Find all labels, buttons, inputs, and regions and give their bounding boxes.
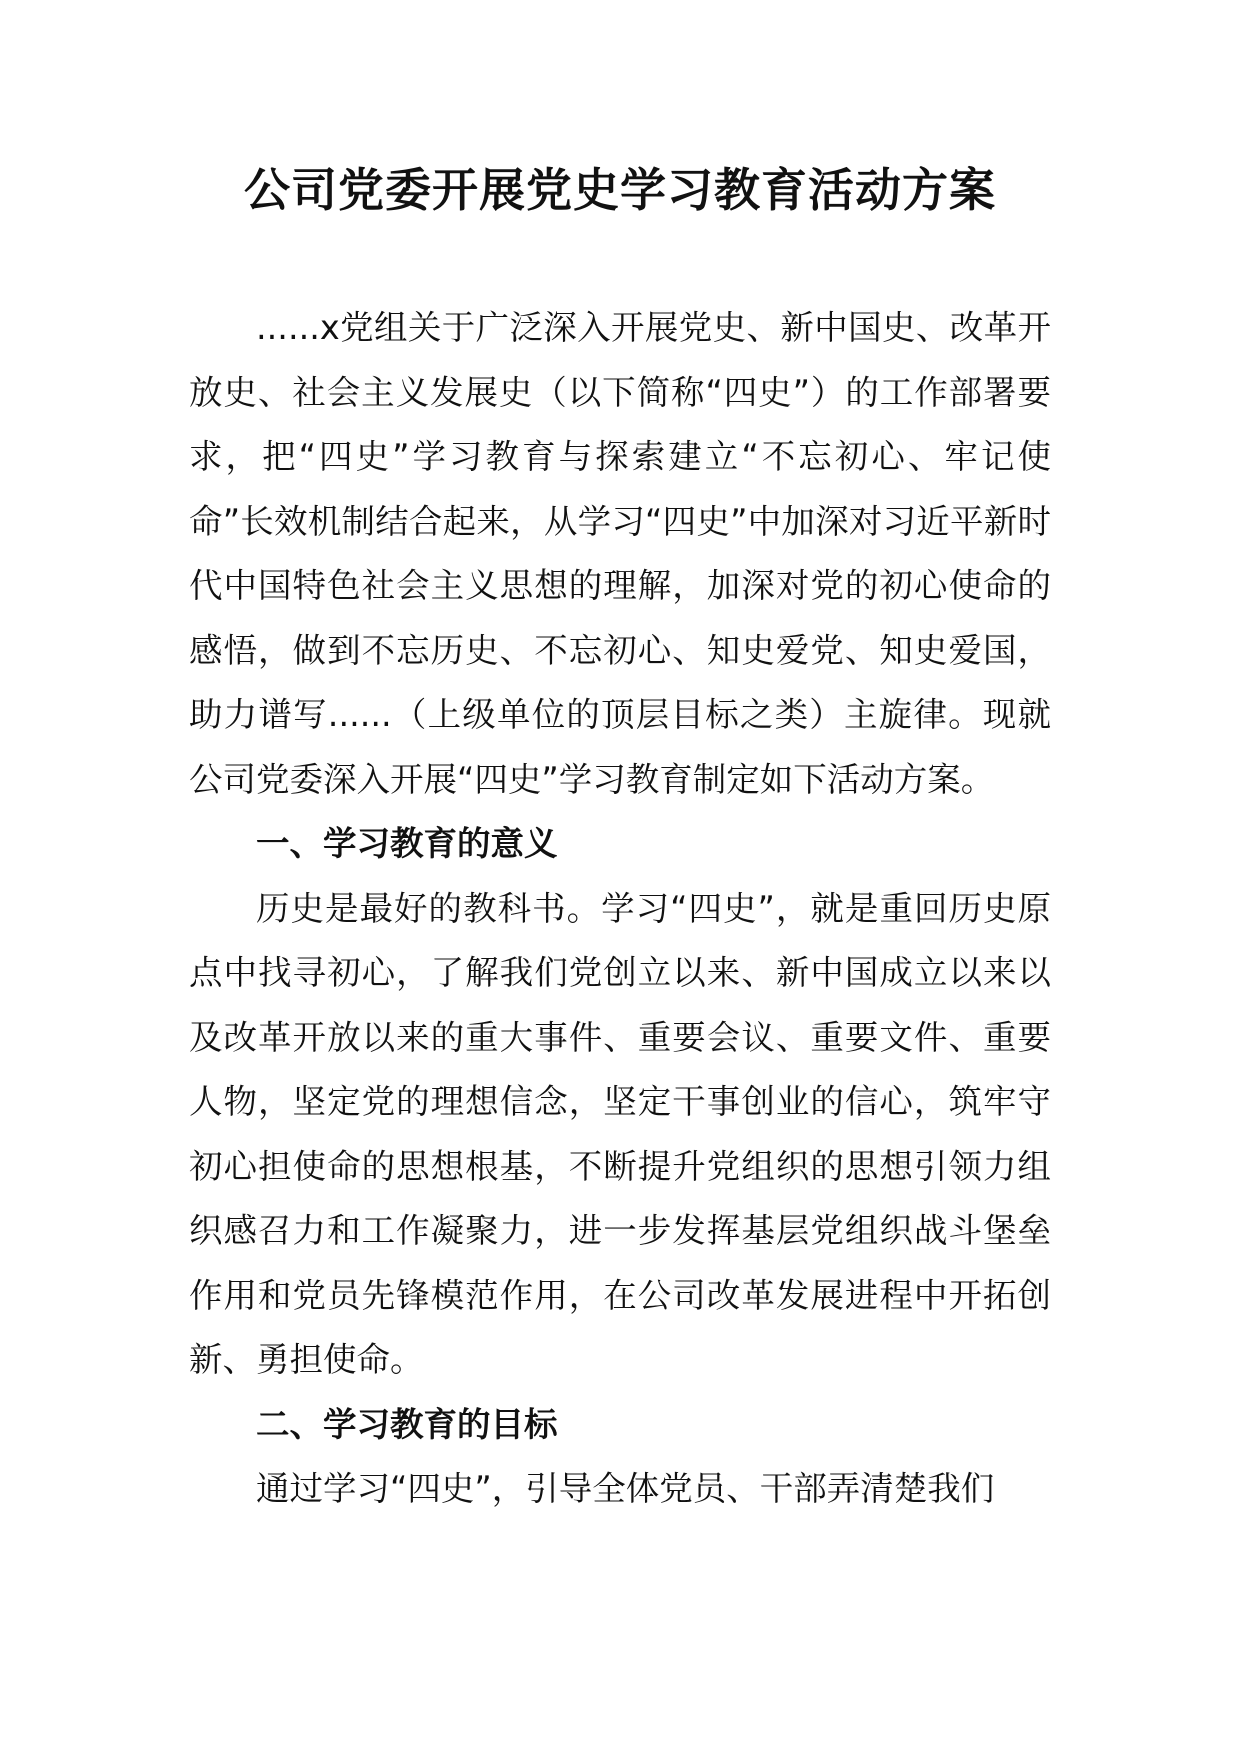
- paragraph-significance: 历史是最好的教科书。学习“四史”，就是重回历史原点中找寻初心，了解我们党创立以来、新中国成立以来以及改革开放以来的重大事件、重要会议、重要文件、重要人物，坚定党的理想信念，坚定干事创业的信心，筑牢守初心担使命的思想根基，不断提升党组织的思想引领力组织感召力和工作凝聚力，进一步发挥基层党组织战斗堡垒作用和党员先锋模范作用，在公司改革发展进程中开拓创新、勇担使命。: [189, 888, 1051, 1379]
- document-body: [189, 296, 1051, 1522]
- document-title: 公司党委开展党史学习教育活动方案: [244, 163, 996, 217]
- paragraph-intro: ......x党组关于广泛深入开展党史、新中国史、改革开放史、社会主义发展史（以下简称“四史”）的工作部署要求，把“四史”学习教育与探索建立“不忘初心、牢记使命”长效机制结合起来，从学习“四史”中加深对习近平新时代中国特色社会主义思想的理解，加深对党的初心使命的感悟，做到不忘历史、不忘初心、知史爱党、知史爱国，助力谱写......（上级单位的顶层目标之类）主旋律。现就公司党委深入开展“四史”学习教育制定如下活动方案。: [189, 308, 1051, 799]
- section-heading-significance: 一、学习教育的意义: [256, 824, 558, 863]
- section-heading-goals: 二、学习教育的目标: [256, 1404, 558, 1444]
- paragraph-goals: 通过学习“四史”，引导全体党员、干部弄清楚我们: [256, 1469, 995, 1508]
